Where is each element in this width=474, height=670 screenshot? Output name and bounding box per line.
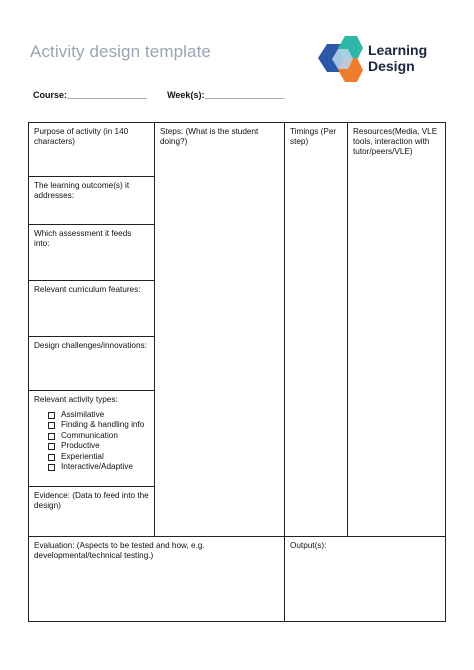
logo-line-2: Design xyxy=(368,58,415,74)
outcome-label: The learning outcome(s) it addresses: xyxy=(34,181,130,200)
cell-purpose[interactable] xyxy=(29,123,155,177)
activity-type-checkbox[interactable]: Assimilative xyxy=(48,410,149,420)
cell-evidence[interactable] xyxy=(29,487,155,537)
steps-label: Steps: (What is the student doing?) xyxy=(160,127,259,146)
course-field[interactable]: Course:________________ xyxy=(33,90,148,100)
activity-types-label: Relevant activity types: xyxy=(34,395,118,404)
resources-label: Resources(Media, VLE tools, interaction with tutor/peers/VLE) xyxy=(353,127,438,156)
cell-evaluation[interactable] xyxy=(29,537,285,621)
cell-curriculum[interactable] xyxy=(29,281,155,337)
purpose-label: Purpose of activity (in 140 characters) xyxy=(34,127,129,146)
activity-types-list xyxy=(48,410,149,472)
timings-label: Timings (Per step) xyxy=(290,127,337,146)
activity-type-checkbox[interactable]: Productive xyxy=(48,441,149,451)
page-title: Activity design template xyxy=(30,42,211,61)
evaluation-label: Evaluation: (Aspects to be tested and how, e.g. developmental/technical testing.) xyxy=(34,541,205,560)
cell-steps[interactable] xyxy=(155,123,285,537)
logo-text xyxy=(368,42,427,74)
cell-activity-types[interactable] xyxy=(29,391,155,487)
activity-type-checkbox[interactable]: Finding & handling info xyxy=(48,420,149,430)
cell-challenges[interactable] xyxy=(29,337,155,391)
assessment-label: Which assessment it feeds into: xyxy=(34,229,132,248)
logo-line-1: Learning xyxy=(368,42,428,58)
activity-type-checkbox[interactable]: Communication xyxy=(48,431,149,441)
course-week-row xyxy=(33,90,285,100)
activity-type-checkbox[interactable]: Experiential xyxy=(48,452,149,462)
evidence-label: Evidence: (Data to feed into the design) xyxy=(34,491,149,510)
activity-type-checkbox[interactable]: Interactive/Adaptive xyxy=(48,462,149,472)
weeks-field[interactable]: Week(s):________________ xyxy=(167,90,285,100)
cell-outcome[interactable] xyxy=(29,177,155,225)
cell-timings[interactable] xyxy=(285,123,348,537)
cell-assessment[interactable] xyxy=(29,225,155,281)
cell-outputs[interactable] xyxy=(285,537,445,621)
cell-resources[interactable] xyxy=(348,123,445,537)
curriculum-label: Relevant curriculum features: xyxy=(34,285,141,294)
challenges-label: Design challenges/innovations: xyxy=(34,341,147,350)
activity-design-table xyxy=(28,122,446,622)
outputs-label: Output(s): xyxy=(290,541,327,550)
